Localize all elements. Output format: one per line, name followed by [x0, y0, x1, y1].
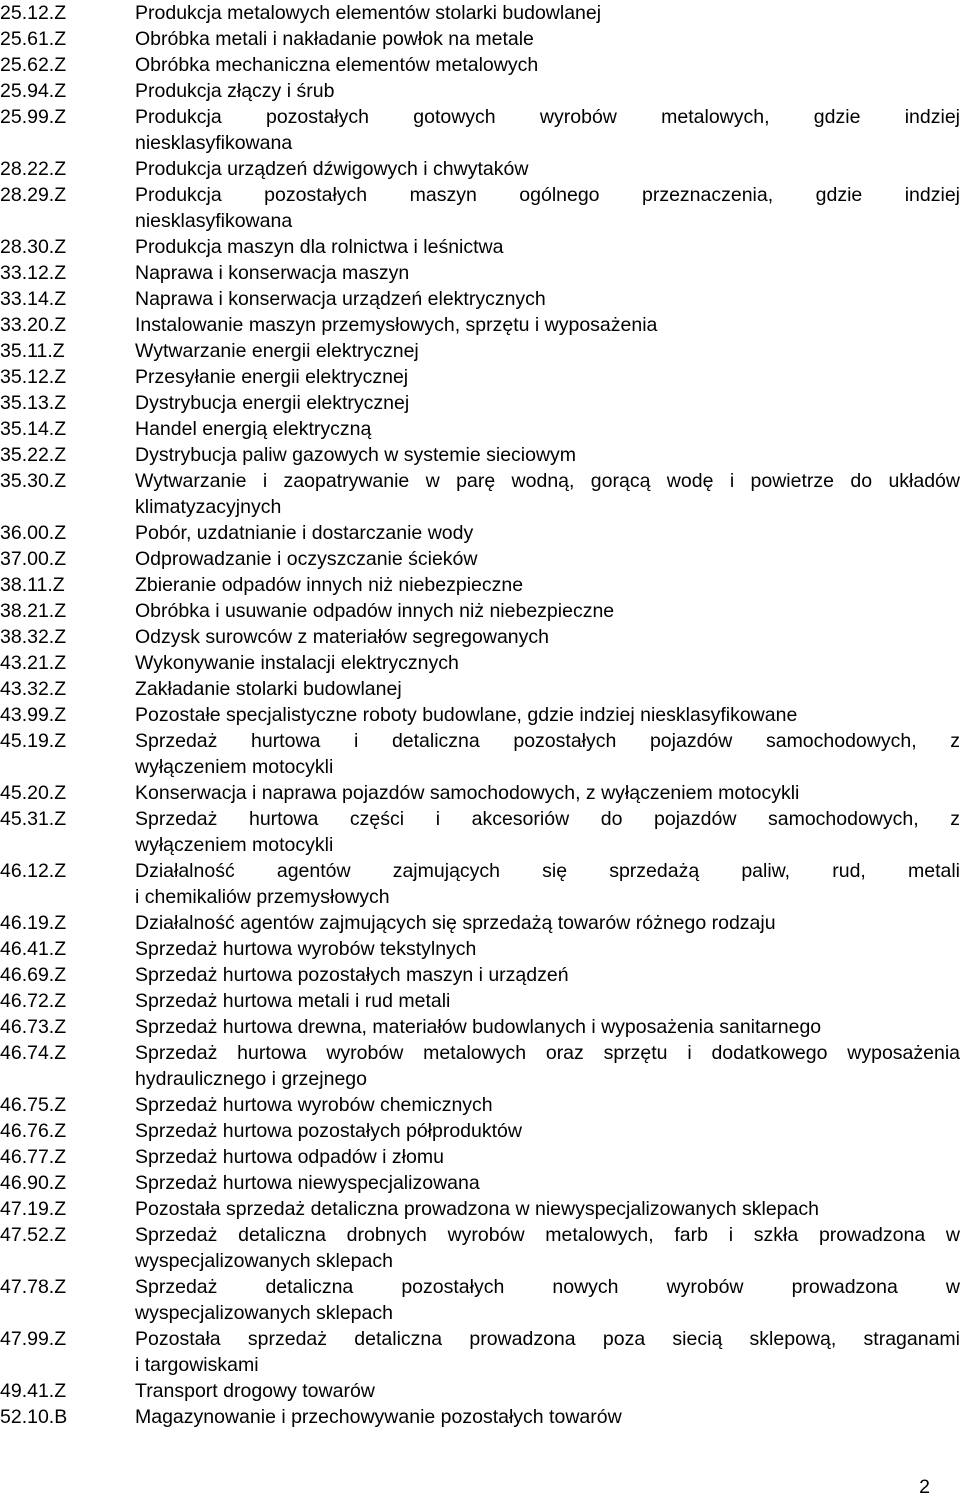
- activity-code: 35.14.Z: [0, 418, 67, 440]
- activity-code: 45.19.Z: [0, 730, 67, 752]
- activity-code: 35.12.Z: [0, 366, 67, 388]
- list-item: [0, 624, 960, 650]
- list-item: [0, 520, 960, 546]
- activity-description: [135, 1144, 960, 1170]
- description-line: Wykonywanie instalacji elektrycznych: [135, 652, 459, 674]
- activity-description: [135, 1092, 960, 1118]
- activity-description: [135, 416, 960, 442]
- list-item: [0, 806, 960, 858]
- activity-code: 47.19.Z: [0, 1198, 67, 1220]
- activity-description: [135, 260, 960, 286]
- list-item: [0, 1118, 960, 1144]
- activity-description: [135, 52, 960, 78]
- description-line: wyspecjalizowanych sklepach: [135, 1302, 393, 1324]
- list-item: [0, 390, 960, 416]
- list-item: [0, 182, 960, 234]
- activity-description: [135, 572, 960, 598]
- list-item: [0, 52, 960, 78]
- activity-description: [135, 650, 960, 676]
- list-item: [0, 442, 960, 468]
- activity-description: [135, 624, 960, 650]
- description-line: Działalność agentów zajmujących się sprzedażą paliw, rud, metali: [135, 860, 960, 882]
- activity-code: 46.90.Z: [0, 1172, 67, 1194]
- description-line: Sprzedaż hurtowa wyrobów metalowych oraz sprzętu i dodatkowego wyposażenia: [135, 1042, 960, 1064]
- description-line: Pobór, uzdatnianie i dostarczanie wody: [135, 522, 474, 544]
- list-item: [0, 546, 960, 572]
- description-line: Pozostałe specjalistyczne roboty budowlane, gdzie indziej niesklasyfikowane: [135, 704, 798, 726]
- activity-description: [135, 286, 960, 312]
- description-line: Sprzedaż detaliczna pozostałych nowych wyrobów prowadzona w: [135, 1276, 960, 1298]
- description-line: Odzysk surowców z materiałów segregowanych: [135, 626, 549, 648]
- activity-description: [135, 1014, 960, 1040]
- description-line: Działalność agentów zajmujących się sprzedażą towarów różnego rodzaju: [135, 912, 776, 934]
- list-item: [0, 702, 960, 728]
- description-line: Sprzedaż hurtowa i detaliczna pozostałych pojazdów samochodowych, z: [135, 730, 960, 752]
- description-line: Sprzedaż hurtowa pozostałych półproduktów: [135, 1120, 522, 1142]
- list-item: [0, 1326, 960, 1378]
- activity-code: 36.00.Z: [0, 522, 67, 544]
- activity-code: 47.78.Z: [0, 1276, 67, 1298]
- list-item: [0, 650, 960, 676]
- activity-code: 28.22.Z: [0, 158, 67, 180]
- description-line: klimatyzacyjnych: [135, 496, 282, 518]
- list-item: [0, 1274, 960, 1326]
- activity-code: 46.69.Z: [0, 964, 67, 986]
- description-line: Sprzedaż detaliczna drobnych wyrobów metalowych, farb i szkła prowadzona w: [135, 1224, 960, 1246]
- list-item: [0, 104, 960, 156]
- activity-description: [135, 728, 960, 780]
- list-item: [0, 1404, 960, 1430]
- description-line: Zakładanie stolarki budowlanej: [135, 678, 402, 700]
- list-item: [0, 1378, 960, 1404]
- list-item: [0, 364, 960, 390]
- activity-code: 25.94.Z: [0, 80, 67, 102]
- activity-code: 37.00.Z: [0, 548, 67, 570]
- list-item: [0, 910, 960, 936]
- activity-code: 49.41.Z: [0, 1380, 67, 1402]
- activity-description: [135, 182, 960, 234]
- activity-code: 46.12.Z: [0, 860, 67, 882]
- activity-description: [135, 1196, 960, 1222]
- activity-code: 52.10.B: [0, 1406, 68, 1428]
- list-item: [0, 286, 960, 312]
- activity-description: [135, 312, 960, 338]
- list-item: [0, 1170, 960, 1196]
- activity-code: 45.31.Z: [0, 808, 67, 830]
- activity-code: 38.32.Z: [0, 626, 67, 648]
- activity-code: 47.99.Z: [0, 1328, 67, 1350]
- activity-description: [135, 910, 960, 936]
- activity-description: [135, 806, 960, 858]
- list-item: [0, 416, 960, 442]
- activity-code: 43.32.Z: [0, 678, 67, 700]
- list-item: [0, 572, 960, 598]
- description-line: wyspecjalizowanych sklepach: [135, 1250, 393, 1272]
- activity-description: [135, 962, 960, 988]
- activity-code: 43.99.Z: [0, 704, 67, 726]
- activity-description: [135, 338, 960, 364]
- description-line: niesklasyfikowana: [135, 132, 293, 154]
- activity-code: 25.12.Z: [0, 2, 67, 24]
- list-item: [0, 962, 960, 988]
- description-line: Zbieranie odpadów innych niż niebezpieczne: [135, 574, 524, 596]
- activity-description: [135, 104, 960, 156]
- activity-code: 43.21.Z: [0, 652, 67, 674]
- activity-code: 25.61.Z: [0, 28, 67, 50]
- activity-code: 46.74.Z: [0, 1042, 67, 1064]
- activity-code: 45.20.Z: [0, 782, 67, 804]
- list-item: [0, 1014, 960, 1040]
- description-line: Obróbka mechaniczna elementów metalowych: [135, 54, 539, 76]
- description-line: Produkcja metalowych elementów stolarki budowlanej: [135, 2, 602, 24]
- list-item: [0, 1144, 960, 1170]
- description-line: Sprzedaż hurtowa wyrobów chemicznych: [135, 1094, 493, 1116]
- activity-code: 38.11.Z: [0, 574, 65, 596]
- activity-description: [135, 988, 960, 1014]
- activity-code: 35.11.Z: [0, 340, 65, 362]
- activity-description: [135, 598, 960, 624]
- list-item: [0, 1196, 960, 1222]
- activity-code: 25.99.Z: [0, 106, 67, 128]
- list-item: [0, 0, 960, 26]
- description-line: niesklasyfikowana: [135, 210, 293, 232]
- activity-description: [135, 1040, 960, 1092]
- activity-code: 46.77.Z: [0, 1146, 67, 1168]
- description-line: Instalowanie maszyn przemysłowych, sprzętu i wyposażenia: [135, 314, 658, 336]
- description-line: Sprzedaż hurtowa wyrobów tekstylnych: [135, 938, 477, 960]
- description-line: Sprzedaż hurtowa części i akcesoriów do pojazdów samochodowych, z: [135, 808, 960, 830]
- activity-description: [135, 26, 960, 52]
- list-item: [0, 338, 960, 364]
- list-item: [0, 780, 960, 806]
- list-item: [0, 468, 960, 520]
- description-line: Pozostała sprzedaż detaliczna prowadzona poza siecią sklepową, straganami: [135, 1328, 960, 1350]
- activity-description: [135, 676, 960, 702]
- list-item: [0, 260, 960, 286]
- list-item: [0, 26, 960, 52]
- activity-code: 28.29.Z: [0, 184, 67, 206]
- activity-description: [135, 520, 960, 546]
- list-item: [0, 1092, 960, 1118]
- description-line: Produkcja urządzeń dźwigowych i chwytaków: [135, 158, 529, 180]
- activity-code: 46.19.Z: [0, 912, 67, 934]
- description-line: Produkcja pozostałych maszyn ogólnego przeznaczenia, gdzie indziej: [135, 184, 960, 206]
- description-line: Sprzedaż hurtowa metali i rud metali: [135, 990, 451, 1012]
- activity-description: [135, 546, 960, 572]
- activity-description: [135, 234, 960, 260]
- description-line: Wytwarzanie energii elektrycznej: [135, 340, 419, 362]
- list-item: [0, 234, 960, 260]
- description-line: hydraulicznego i grzejnego: [135, 1068, 367, 1090]
- activity-code: 47.52.Z: [0, 1224, 67, 1246]
- activity-description: [135, 156, 960, 182]
- description-line: i chemikaliów przemysłowych: [135, 886, 390, 908]
- activity-description: [135, 702, 960, 728]
- description-line: Sprzedaż hurtowa niewyspecjalizowana: [135, 1172, 480, 1194]
- activity-code: 33.14.Z: [0, 288, 67, 310]
- description-line: Dystrybucja energii elektrycznej: [135, 392, 410, 414]
- list-item: [0, 728, 960, 780]
- description-line: Magazynowanie i przechowywanie pozostałych towarów: [135, 1406, 622, 1428]
- activity-code: 25.62.Z: [0, 54, 67, 76]
- list-item: [0, 1222, 960, 1274]
- page-number: 2: [919, 1476, 930, 1498]
- list-item: [0, 676, 960, 702]
- activity-description: [135, 364, 960, 390]
- description-line: Obróbka metali i nakładanie powłok na metale: [135, 28, 534, 50]
- activity-description: [135, 1274, 960, 1326]
- description-line: wyłączeniem motocykli: [135, 756, 334, 778]
- description-line: Produkcja złączy i śrub: [135, 80, 335, 102]
- activity-code: 46.76.Z: [0, 1120, 67, 1142]
- activity-description: [135, 858, 960, 910]
- activity-description: [135, 1170, 960, 1196]
- description-line: wyłączeniem motocykli: [135, 834, 334, 856]
- activity-description: [135, 1118, 960, 1144]
- list-item: [0, 78, 960, 104]
- activity-code: 46.41.Z: [0, 938, 67, 960]
- list-item: [0, 598, 960, 624]
- description-line: Transport drogowy towarów: [135, 1380, 375, 1402]
- description-line: Dystrybucja paliw gazowych w systemie sieciowym: [135, 444, 577, 466]
- description-line: Sprzedaż hurtowa drewna, materiałów budowlanych i wyposażenia sanitarnego: [135, 1016, 822, 1038]
- list-item: [0, 858, 960, 910]
- description-line: Produkcja maszyn dla rolnictwa i leśnictwa: [135, 236, 504, 258]
- description-line: Odprowadzanie i oczyszczanie ścieków: [135, 548, 478, 570]
- activity-description: [135, 1222, 960, 1274]
- description-line: Naprawa i konserwacja maszyn: [135, 262, 410, 284]
- description-line: Wytwarzanie i zaopatrywanie w parę wodną, gorącą wodę i powietrze do układów: [135, 470, 960, 492]
- activity-description: [135, 1326, 960, 1378]
- activity-description: [135, 78, 960, 104]
- list-item: [0, 1040, 960, 1092]
- activity-code: 33.20.Z: [0, 314, 67, 336]
- activity-code: 46.75.Z: [0, 1094, 67, 1116]
- activity-description: [135, 936, 960, 962]
- activity-description: [135, 780, 960, 806]
- description-line: Sprzedaż hurtowa odpadów i złomu: [135, 1146, 444, 1168]
- description-line: Przesyłanie energii elektrycznej: [135, 366, 409, 388]
- description-line: Pozostała sprzedaż detaliczna prowadzona w niewyspecjalizowanych sklepach: [135, 1198, 819, 1220]
- list-item: [0, 988, 960, 1014]
- activity-code: 35.22.Z: [0, 444, 67, 466]
- activity-code: 33.12.Z: [0, 262, 67, 284]
- activity-code: 46.72.Z: [0, 990, 67, 1012]
- activity-description: [135, 442, 960, 468]
- activity-code: 35.13.Z: [0, 392, 67, 414]
- description-line: Naprawa i konserwacja urządzeń elektrycznych: [135, 288, 546, 310]
- list-item: [0, 312, 960, 338]
- activity-code: 28.30.Z: [0, 236, 67, 258]
- activity-code: 35.30.Z: [0, 470, 67, 492]
- description-line: Handel energią elektryczną: [135, 418, 372, 440]
- description-line: Obróbka i usuwanie odpadów innych niż niebezpieczne: [135, 600, 615, 622]
- activity-description: [135, 390, 960, 416]
- activity-description: [135, 1378, 960, 1404]
- description-line: i targowiskami: [135, 1354, 259, 1376]
- activity-code: 38.21.Z: [0, 600, 67, 622]
- activity-description: [135, 1404, 960, 1430]
- list-item: [0, 936, 960, 962]
- list-item: [0, 156, 960, 182]
- description-line: Konserwacja i naprawa pojazdów samochodowych, z wyłączeniem motocykli: [135, 782, 800, 804]
- activity-code: 46.73.Z: [0, 1016, 67, 1038]
- description-line: Produkcja pozostałych gotowych wyrobów metalowych, gdzie indziej: [135, 106, 960, 128]
- activity-description: [135, 0, 960, 26]
- description-line: Sprzedaż hurtowa pozostałych maszyn i urządzeń: [135, 964, 569, 986]
- activity-description: [135, 468, 960, 520]
